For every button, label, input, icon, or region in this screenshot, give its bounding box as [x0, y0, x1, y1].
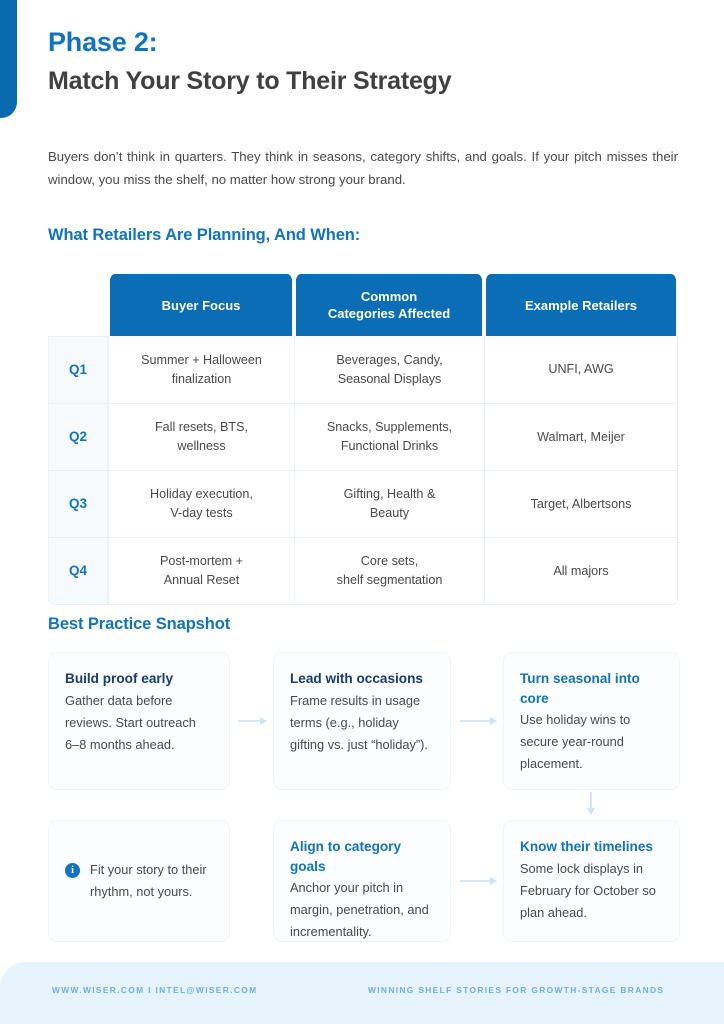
- flow-card-body: Use holiday wins to secure year-round placement.: [520, 712, 631, 772]
- footer-tagline: WINNING SHELF STORIES FOR GROWTH-STAGE BRANDS: [368, 985, 665, 995]
- flow-card-body: Anchor your pitch in margin, penetration, and incrementality.: [290, 880, 429, 940]
- cell-text-line: shelf segmentation: [336, 573, 443, 588]
- flow-card-know-their-timelines: [503, 820, 680, 942]
- flow-card-lead-with-occasions: [273, 652, 451, 790]
- flow-card-title: Lead with occasions: [290, 671, 423, 686]
- table-row: [48, 538, 678, 605]
- cell-categories: [294, 336, 484, 404]
- column-header-buyer-focus: Buyer Focus: [108, 274, 294, 336]
- column-header-common-categories-line2: Categories Affected: [327, 306, 451, 322]
- arrow-right-icon: [238, 720, 266, 722]
- table-row: [48, 404, 678, 471]
- arrow-right-icon: [460, 720, 496, 722]
- column-header-common-categories: [294, 274, 484, 336]
- page-footer: [0, 962, 724, 1024]
- page-title: Match Your Story to Their Strategy: [48, 67, 452, 96]
- cell-categories: [294, 404, 484, 471]
- best-practice-flow: [48, 652, 680, 952]
- flow-card-body: Fit your story to their rhythm, not yours.: [90, 862, 207, 899]
- flow-card-title: Align to category goals: [290, 839, 402, 874]
- cell-buyer-focus: [108, 538, 294, 605]
- cell-quarter: Q2: [48, 404, 108, 471]
- cell-text-line: wellness: [177, 439, 226, 454]
- cell-text-line: Core sets,: [360, 554, 419, 569]
- column-header-example-retailers: Example Retailers: [484, 274, 678, 336]
- phase-label: Phase 2:: [48, 27, 158, 57]
- cell-quarter: Q3: [48, 471, 108, 538]
- cell-text-line: Functional Drinks: [340, 439, 439, 454]
- cell-buyer-focus: [108, 336, 294, 404]
- info-icon: i: [65, 863, 80, 878]
- cell-retailers: Target, Albertsons: [484, 471, 678, 538]
- flow-card-body: Frame results in usage terms (e.g., holiday gifting vs. just “holiday”).: [290, 692, 428, 752]
- cell-text-line: Annual Reset: [163, 573, 240, 588]
- retailer-planning-table: [48, 274, 678, 605]
- cell-text-line: Beauty: [369, 506, 410, 521]
- cell-text-line: Gifting, Health &: [343, 487, 436, 502]
- flow-card-info-note: [48, 820, 230, 942]
- cell-text-line: Post-mortem +: [160, 554, 243, 569]
- table-corner-cell: [48, 274, 108, 336]
- cell-text-line: V-day tests: [170, 506, 233, 521]
- flow-card-title: Turn seasonal into core: [520, 671, 640, 706]
- flow-card-body: Some lock displays in February for October so plan ahead.: [520, 860, 656, 920]
- column-header-common-categories-line1: Common: [360, 289, 418, 304]
- cell-categories: [294, 538, 484, 605]
- cell-text-line: Fall resets, BTS,: [154, 420, 249, 435]
- cell-quarter: Q4: [48, 538, 108, 605]
- table-head: [48, 274, 678, 336]
- flow-card-build-proof-early: [48, 652, 230, 790]
- arrow-down-icon: [590, 792, 592, 814]
- flow-card-align-to-category-goals: [273, 820, 451, 942]
- header-accent-bar: [0, 0, 17, 118]
- cell-text-line: Beverages, Candy,: [336, 352, 443, 367]
- cell-text-line: Seasonal Displays: [337, 371, 442, 386]
- table-row: [48, 336, 678, 404]
- cell-retailers: Walmart, Meijer: [484, 404, 678, 471]
- table-row: [48, 471, 678, 538]
- flow-card-title: Know their timelines: [520, 839, 653, 854]
- cell-buyer-focus: [108, 471, 294, 538]
- retailer-planning-table-wrapper: [48, 274, 678, 605]
- arrow-right-icon: [460, 880, 496, 882]
- intro-paragraph: Buyers don’t think in quarters. They think in seasons, category shifts, and goals. If your pitch misses their window, you miss the shelf, no matter how strong your brand.: [48, 149, 678, 187]
- page-header: [48, 24, 688, 99]
- footer-contact: WWW.WISER.COM I INTEL@WISER.COM: [52, 985, 258, 995]
- table-section-heading: What Retailers Are Planning, And When:: [48, 226, 361, 244]
- cell-buyer-focus: [108, 404, 294, 471]
- cell-text-line: finalization: [171, 371, 232, 386]
- flow-card-title: Build proof early: [65, 671, 174, 686]
- cell-retailers: UNFI, AWG: [484, 336, 678, 404]
- cell-text-line: Snacks, Supplements,: [326, 420, 453, 435]
- cell-retailers: All majors: [484, 538, 678, 605]
- flow-card-turn-seasonal-into-core: [503, 652, 680, 790]
- cell-categories: [294, 471, 484, 538]
- cell-text-line: Summer + Halloween: [141, 352, 262, 367]
- cell-text-line: Holiday execution,: [150, 487, 253, 502]
- snapshot-section-heading: Best Practice Snapshot: [48, 615, 231, 633]
- flow-card-body: Gather data before reviews. Start outreach 6–8 months ahead.: [65, 692, 196, 752]
- table-body: [48, 336, 678, 605]
- cell-quarter: Q1: [48, 336, 108, 404]
- table-header-row: [48, 274, 678, 336]
